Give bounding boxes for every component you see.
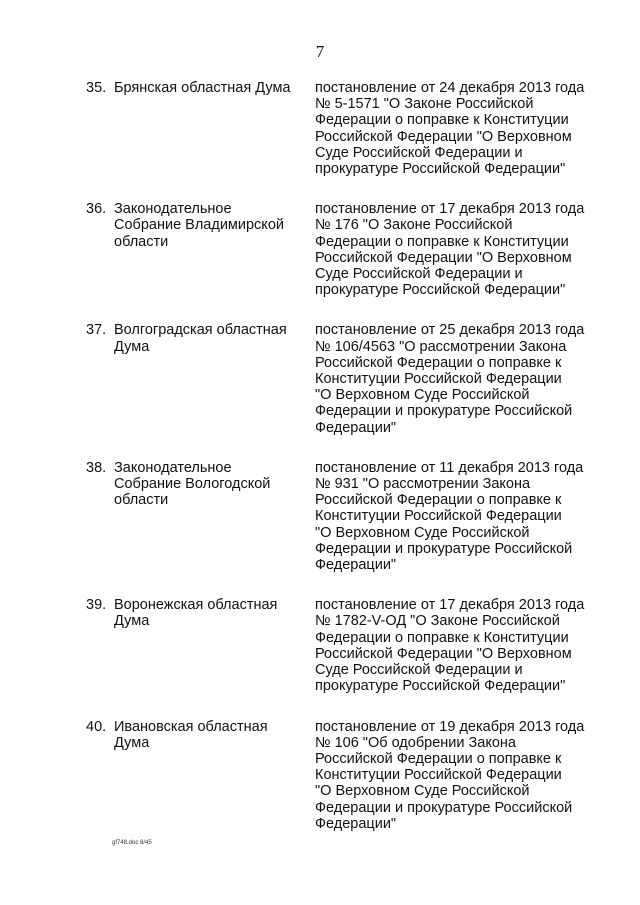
decree-line: № 176 "О Законе Российской xyxy=(315,217,513,234)
decree-line: Российской Федерации о поправке к xyxy=(315,492,562,509)
entry-number: 36. xyxy=(86,201,107,218)
decree-line: Суде Российской Федерации и xyxy=(315,266,523,283)
decree-line: Федерации о поправке к Конституции xyxy=(315,112,569,129)
page-number: 7 xyxy=(315,42,325,61)
organization-name: Брянская областная Дума xyxy=(114,80,291,96)
decree-line: "О Верховном Суде Российской xyxy=(315,387,530,404)
decree-line: № 1782-V-ОД "О Законе Российской xyxy=(315,613,560,630)
decree-line: № 5-1571 "О Законе Российской xyxy=(315,96,534,113)
entry-number: 40. xyxy=(86,718,107,735)
list-item xyxy=(0,80,640,177)
organization-name: Воронежская областная Дума xyxy=(114,597,278,630)
decree-line: прокуратуре Российской Федерации" xyxy=(315,282,566,299)
decree-line: Федерации" xyxy=(315,419,397,436)
decree-line: № 931 "О рассмотрении Закона xyxy=(315,476,531,493)
decree-line: постановление от 25 декабря 2013 года xyxy=(315,322,585,339)
list-item xyxy=(0,719,640,832)
decree-line: прокуратуре Российской Федерации" xyxy=(315,161,566,178)
entry-number: 35. xyxy=(86,80,107,96)
organization-name: Законодательное Собрание Вологодской области xyxy=(114,459,271,509)
decree-line: Российской Федерации "О Верховном xyxy=(315,249,572,266)
decree-text xyxy=(315,80,600,177)
decree-line: Федерации" xyxy=(315,815,397,832)
list-item xyxy=(0,460,640,573)
decree-line: Федерации и прокуратуре Российской xyxy=(315,540,573,557)
decree-line: Федерации о поправке к Конституции xyxy=(315,233,569,250)
organization-name: Законодательное Собрание Владимирской области xyxy=(114,201,284,250)
list-item xyxy=(0,597,640,694)
decree-line: Российской Федерации о поправке к xyxy=(315,354,562,371)
list-item xyxy=(0,201,640,298)
organization-name: Ивановская областная Дума xyxy=(114,718,268,751)
decree-line: № 106 "Об одобрении Закона xyxy=(315,734,516,751)
decree-line: Федерации и прокуратуре Российской xyxy=(315,799,573,816)
entry-number: 37. xyxy=(86,322,107,339)
decree-line: прокуратуре Российской Федерации" xyxy=(315,678,566,695)
decree-text xyxy=(315,460,600,573)
entry-number: 39. xyxy=(86,597,107,614)
decree-line: постановление от 19 декабря 2013 года xyxy=(315,718,585,735)
organization-name: Волгоградская областная Дума xyxy=(114,322,287,355)
decree-line: Федерации и прокуратуре Российской xyxy=(315,403,573,420)
decree-line: Федерации о поправке к Конституции xyxy=(315,629,569,646)
document-footer: gf748.doc 8/45 xyxy=(112,840,152,846)
decree-text xyxy=(315,719,600,832)
decree-line: постановление от 17 декабря 2013 года xyxy=(315,597,585,614)
list-item xyxy=(0,322,640,435)
decree-line: постановление от 24 декабря 2013 года xyxy=(315,80,585,96)
decree-line: постановление от 17 декабря 2013 года xyxy=(315,201,585,218)
decree-line: постановление от 11 декабря 2013 года xyxy=(315,459,584,476)
decree-line: Российской Федерации "О Верховном xyxy=(315,128,572,145)
entries-list xyxy=(0,80,640,856)
decree-line: Федерации" xyxy=(315,557,397,574)
decree-line: Конституции Российской Федерации xyxy=(315,371,562,388)
decree-text xyxy=(315,597,600,694)
decree-line: Конституции Российской Федерации xyxy=(315,508,562,525)
decree-line: "О Верховном Суде Российской xyxy=(315,524,530,541)
decree-line: Суде Российской Федерации и xyxy=(315,662,523,679)
decree-line: Суде Российской Федерации и xyxy=(315,144,523,161)
decree-text xyxy=(315,322,600,435)
decree-line: Российской Федерации о поправке к xyxy=(315,750,562,767)
decree-line: Конституции Российской Федерации xyxy=(315,767,562,784)
decree-text xyxy=(315,201,600,298)
decree-line: "О Верховном Суде Российской xyxy=(315,783,530,800)
decree-line: Российской Федерации "О Верховном xyxy=(315,645,572,662)
entry-number: 38. xyxy=(86,459,107,476)
decree-line: № 106/4563 "О рассмотрении Закона xyxy=(315,338,567,355)
